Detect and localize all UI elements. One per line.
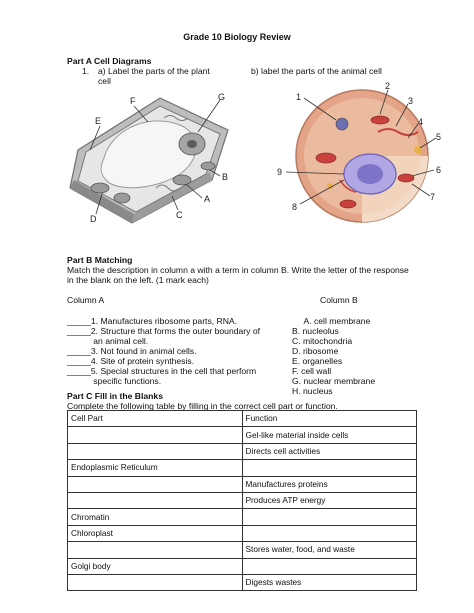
match-term-b: B. nucleolus [292, 326, 339, 336]
match-item-5-cont: specific functions. [67, 376, 162, 386]
match-item-2-cont: an animal cell. [67, 336, 149, 346]
cell-part-blank[interactable] [68, 427, 243, 443]
table-row [68, 525, 417, 541]
match-term-f: F. cell wall [292, 366, 332, 376]
cell-part-blank[interactable] [68, 574, 243, 590]
match-item-5: _____5. Special structures in the cell that perform [67, 366, 257, 376]
match-item-4: _____4. Site of protein synthesis. [67, 356, 195, 366]
animal-label-4: 4 [418, 117, 424, 127]
column-b-header: Column B [320, 295, 358, 305]
table-row [68, 427, 417, 443]
match-term-d: D. ribosome [292, 346, 339, 356]
function-blank[interactable] [242, 525, 417, 541]
match-term-c: C. mitochondria [292, 336, 353, 346]
animal-label-2: 2 [385, 81, 391, 91]
function-cell: Digests wastes [242, 574, 417, 590]
part-c-instructions: Complete the following table by filling in the correct cell part or function. [67, 401, 338, 411]
table-row [68, 492, 417, 508]
animal-label-9: 9 [277, 167, 283, 177]
animal-label-6: 6 [436, 165, 442, 175]
plant-label-c: C [176, 210, 183, 220]
animal-cell-diagram [270, 80, 450, 230]
table-row [68, 558, 417, 574]
cell-part-cell: Chromatin [68, 509, 243, 525]
table-header-cell: Cell Part [68, 411, 243, 427]
cell-part-cell: Golgi body [68, 558, 243, 574]
part-b-instructions-cont: in the blank on the left. (1 mark each) [67, 275, 209, 285]
part-a-heading: Part A Cell Diagrams [67, 56, 152, 66]
part-b-heading: Part B Matching [67, 255, 133, 265]
cell-part-function-table [67, 410, 417, 591]
animal-label-5: 5 [436, 132, 442, 142]
table-row [68, 460, 417, 476]
plant-label-b: B [222, 172, 229, 182]
function-cell: Stores water, food, and waste [242, 542, 417, 558]
cell-part-cell: Endoplasmic Reticulum [68, 460, 243, 476]
table-row [68, 509, 417, 525]
function-blank[interactable] [242, 558, 417, 574]
question-a-text-cont: cell [98, 76, 111, 86]
match-term-e: E. organelles [292, 356, 343, 366]
match-term-a: A. cell membrane [292, 316, 371, 326]
animal-label-8: 8 [292, 202, 298, 212]
plant-label-a: A [204, 194, 211, 204]
function-cell: Produces ATP energy [242, 492, 417, 508]
match-term-g: G. nuclear membrane [292, 376, 376, 386]
part-b-instructions: Match the description in column a with a term in column B. Write the letter of the response [67, 265, 409, 275]
match-item-3: _____3. Not found in animal cells. [67, 346, 197, 356]
table-row [68, 476, 417, 492]
animal-label-3: 3 [408, 96, 414, 106]
table-row [68, 574, 417, 590]
column-a-header: Column A [67, 295, 105, 305]
cell-part-blank[interactable] [68, 542, 243, 558]
animal-label-7: 7 [430, 192, 436, 202]
table-header-row [68, 411, 417, 427]
function-cell: Directs cell activities [242, 443, 417, 459]
animal-label-1: 1 [296, 92, 302, 102]
cell-part-blank[interactable] [68, 443, 243, 459]
plant-label-f: F [130, 96, 136, 106]
question-number: 1. [82, 66, 90, 76]
function-blank[interactable] [242, 460, 417, 476]
table-row [68, 443, 417, 459]
cell-part-blank[interactable] [68, 492, 243, 508]
plant-label-g: G [218, 92, 226, 102]
table-header-cell: Function [242, 411, 417, 427]
cell-part-blank[interactable] [68, 476, 243, 492]
match-item-2: _____2. Structure that forms the outer boundary of [67, 326, 260, 336]
function-blank[interactable] [242, 509, 417, 525]
part-c-heading: Part C Fill in the Blanks [67, 391, 163, 401]
plant-label-e: E [95, 116, 102, 126]
question-b-text: b) label the parts of the animal cell [251, 66, 382, 76]
plant-label-d: D [90, 214, 97, 224]
table-row [68, 542, 417, 558]
function-cell: Gel-like material inside cells [242, 427, 417, 443]
document-title: Grade 10 Biology Review [183, 32, 291, 42]
plant-cell-diagram [60, 88, 245, 230]
function-cell: Manufactures proteins [242, 476, 417, 492]
question-a-text: a) Label the parts of the plant [98, 66, 210, 76]
match-term-h: H. nucleus [292, 386, 333, 396]
match-item-1: _____1. Manufactures ribosome parts, RNA. [67, 316, 238, 326]
cell-part-cell: Chloroplast [68, 525, 243, 541]
